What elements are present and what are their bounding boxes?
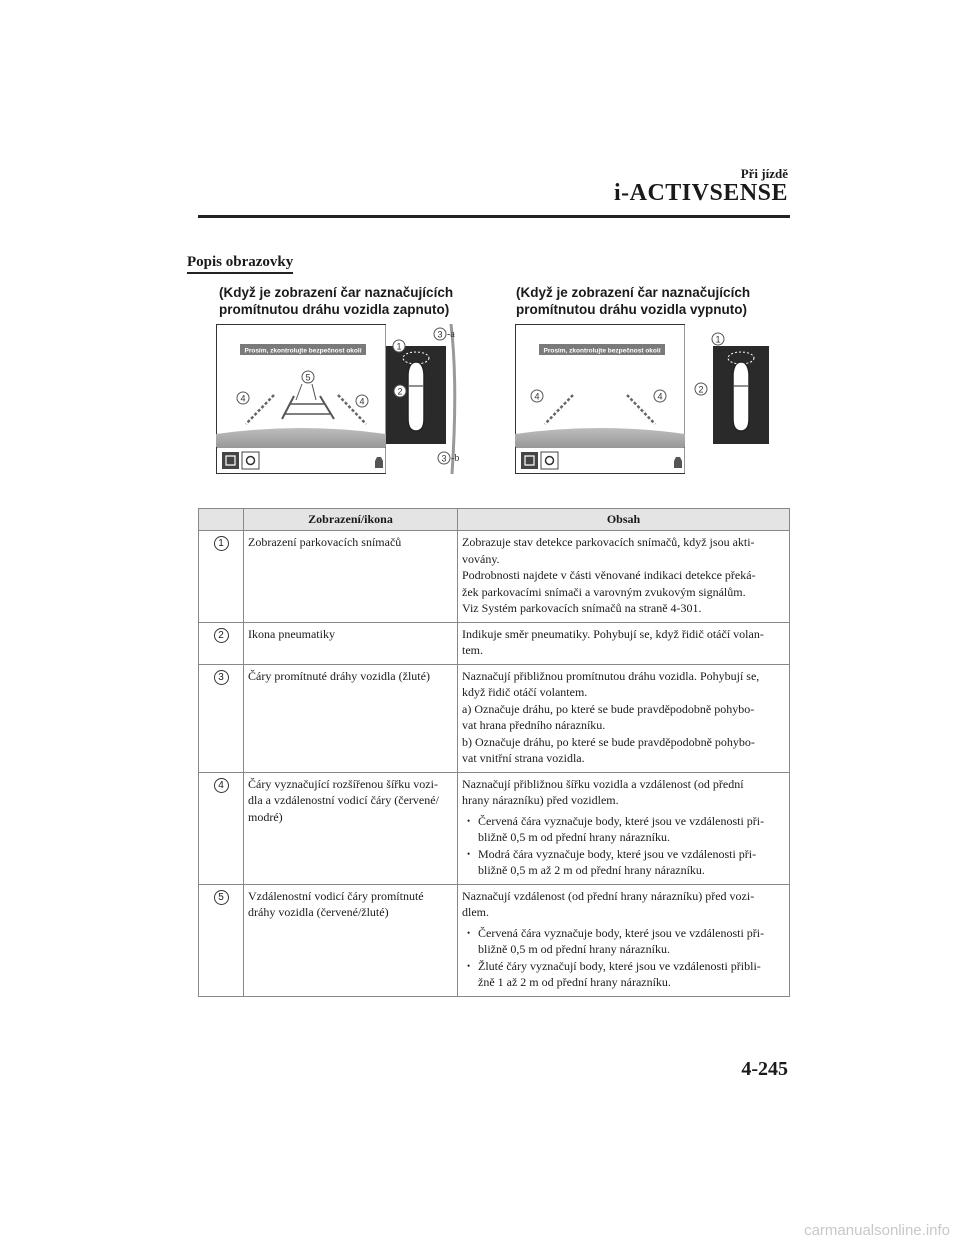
content-line: Indikuje směr pneumatiky. Pohybují se, když řidič otáčí volan- bbox=[462, 626, 764, 641]
screen-illustration-lines-on bbox=[216, 324, 470, 474]
row-content bbox=[458, 622, 790, 664]
row-content bbox=[458, 531, 790, 623]
caption-lines-off: (Když je zobrazení čar naznačujících promítnutou dráhu vozidla vypnuto) bbox=[516, 285, 751, 317]
svg-text:5: 5 bbox=[305, 372, 311, 383]
table-row bbox=[199, 664, 790, 772]
svg-text:4: 4 bbox=[657, 391, 663, 402]
row-number-cell bbox=[199, 664, 244, 772]
row-content bbox=[458, 884, 790, 996]
svg-text:1: 1 bbox=[715, 334, 721, 345]
header-rule bbox=[198, 215, 790, 218]
circled-number: 2 bbox=[214, 628, 229, 643]
row-number-cell bbox=[199, 531, 244, 623]
table-header-row bbox=[199, 509, 790, 531]
table-header-content: Obsah bbox=[458, 509, 790, 531]
table-header-display: Zobrazení/ikona bbox=[244, 509, 458, 531]
bullet-list bbox=[462, 925, 785, 991]
bullet-item: • Červená čára vyznačuje body, které jsou ve vzdálenosti při- bližně 0,5 m od přední hrany nárazníku. bbox=[462, 925, 785, 958]
svg-text:4: 4 bbox=[534, 391, 540, 402]
car-rear-icon bbox=[375, 457, 383, 468]
header-section-label: Při jízdě bbox=[740, 166, 788, 181]
row-display-name: Čáry promítnuté dráhy vozidla (žluté) bbox=[244, 664, 458, 772]
content-line: b) Označuje dráhu, po které se bude pravděpodobně pohybo- bbox=[462, 734, 755, 749]
content-line: Podrobnosti najdete v části věnované indikaci detekce překá- bbox=[462, 568, 756, 582]
bullet-item: • Červená čára vyznačuje body, které jsou ve vzdálenosti při- bližně 0,5 m od přední hrany nárazníku. bbox=[462, 813, 785, 846]
table-header-num bbox=[199, 509, 244, 531]
circled-number: 1 bbox=[214, 536, 229, 551]
content-line: vat vnitřní strana vozidla. bbox=[462, 751, 585, 765]
row-display-name: Zobrazení parkovacích snímačů bbox=[244, 531, 458, 623]
row-number-cell bbox=[199, 884, 244, 996]
content-line: tem. bbox=[462, 643, 483, 657]
svg-text:2: 2 bbox=[397, 386, 403, 397]
svg-text:1: 1 bbox=[396, 341, 402, 352]
circled-number: 3 bbox=[214, 670, 229, 685]
table-row bbox=[199, 531, 790, 623]
row-display-name: Vzdálenostní vodicí čáry promítnuté dráhy vozidla (červené/žluté) bbox=[244, 884, 458, 996]
content-line: hrany nárazníku) před vozidlem. bbox=[462, 793, 619, 807]
table-row bbox=[199, 884, 790, 996]
page-number: 4-245 bbox=[741, 1058, 788, 1080]
safety-banner: Prosím, zkontrolujte bezpečnost okolí bbox=[244, 347, 362, 355]
content-line: dlem. bbox=[462, 905, 489, 919]
bullet-item: • Žluté čáry vyznačují body, které jsou ve vzdálenosti přibli- žně 1 až 2 m od přední hrany nárazníku. bbox=[462, 958, 785, 991]
row-number-cell bbox=[199, 772, 244, 884]
label-a: -a bbox=[447, 329, 455, 340]
car-rear-icon bbox=[674, 457, 682, 468]
description-table bbox=[198, 508, 790, 997]
content-line: Zobrazuje stav detekce parkovacích snímačů, když jsou akti- bbox=[462, 535, 755, 549]
content-line: vat hrana předního nárazníku. bbox=[462, 718, 606, 732]
screen-illustration-lines-off bbox=[515, 324, 769, 474]
row-content bbox=[458, 664, 790, 772]
row-number-cell bbox=[199, 622, 244, 664]
bullet-item: • Modrá čára vyznačuje body, které jsou ve vzdálenosti při- bližně 0,5 m až 2 m od přední hrany nárazníku. bbox=[462, 846, 785, 879]
content-line: Naznačují přibližnou šířku vozidla a vzdálenost (od přední bbox=[462, 776, 744, 791]
content-line: Viz Systém parkovacích snímačů na straně 4-301. bbox=[462, 601, 702, 615]
row-display-name: Ikona pneumatiky bbox=[244, 622, 458, 664]
svg-text:2: 2 bbox=[698, 384, 704, 395]
circled-number: 4 bbox=[214, 778, 229, 793]
caption-lines-on: (Když je zobrazení čar naznačujících promítnutou dráhu vozidla zapnuto) bbox=[219, 285, 454, 317]
svg-text:4: 4 bbox=[359, 396, 365, 407]
content-line: a) Označuje dráhu, po které se bude pravděpodobně pohybo- bbox=[462, 701, 755, 716]
row-content bbox=[458, 772, 790, 884]
content-line: žek parkovacími snímači a varovným zvukovým signálům. bbox=[462, 584, 746, 599]
content-line: když řidič otáčí volantem. bbox=[462, 685, 588, 699]
circled-number: 5 bbox=[214, 890, 229, 905]
content-line: vovány. bbox=[462, 551, 500, 566]
svg-text:3: 3 bbox=[437, 329, 443, 340]
label-b: -b bbox=[451, 453, 460, 464]
content-line: Naznačují vzdálenost (od přední hrany nárazníku) před vozi- bbox=[462, 888, 755, 903]
watermark: carmanualsonline.info bbox=[804, 1222, 950, 1239]
table-row bbox=[199, 772, 790, 884]
svg-text:4: 4 bbox=[240, 393, 246, 404]
section-title: Popis obrazovky bbox=[187, 254, 293, 274]
safety-banner: Prosím, zkontrolujte bezpečnost okolí bbox=[543, 347, 661, 355]
table-row bbox=[199, 622, 790, 664]
bullet-list bbox=[462, 813, 785, 879]
svg-text:3: 3 bbox=[441, 453, 447, 464]
row-display-name: Čáry vyznačující rozšířenou šířku vozi- dla a vzdálenostní vodicí čáry (červené/ modré) bbox=[244, 772, 458, 884]
content-line: Naznačují přibližnou promítnutou dráhu vozidla. Pohybují se, bbox=[462, 668, 760, 683]
header-title: i-ACTIVSENSE bbox=[613, 180, 788, 206]
